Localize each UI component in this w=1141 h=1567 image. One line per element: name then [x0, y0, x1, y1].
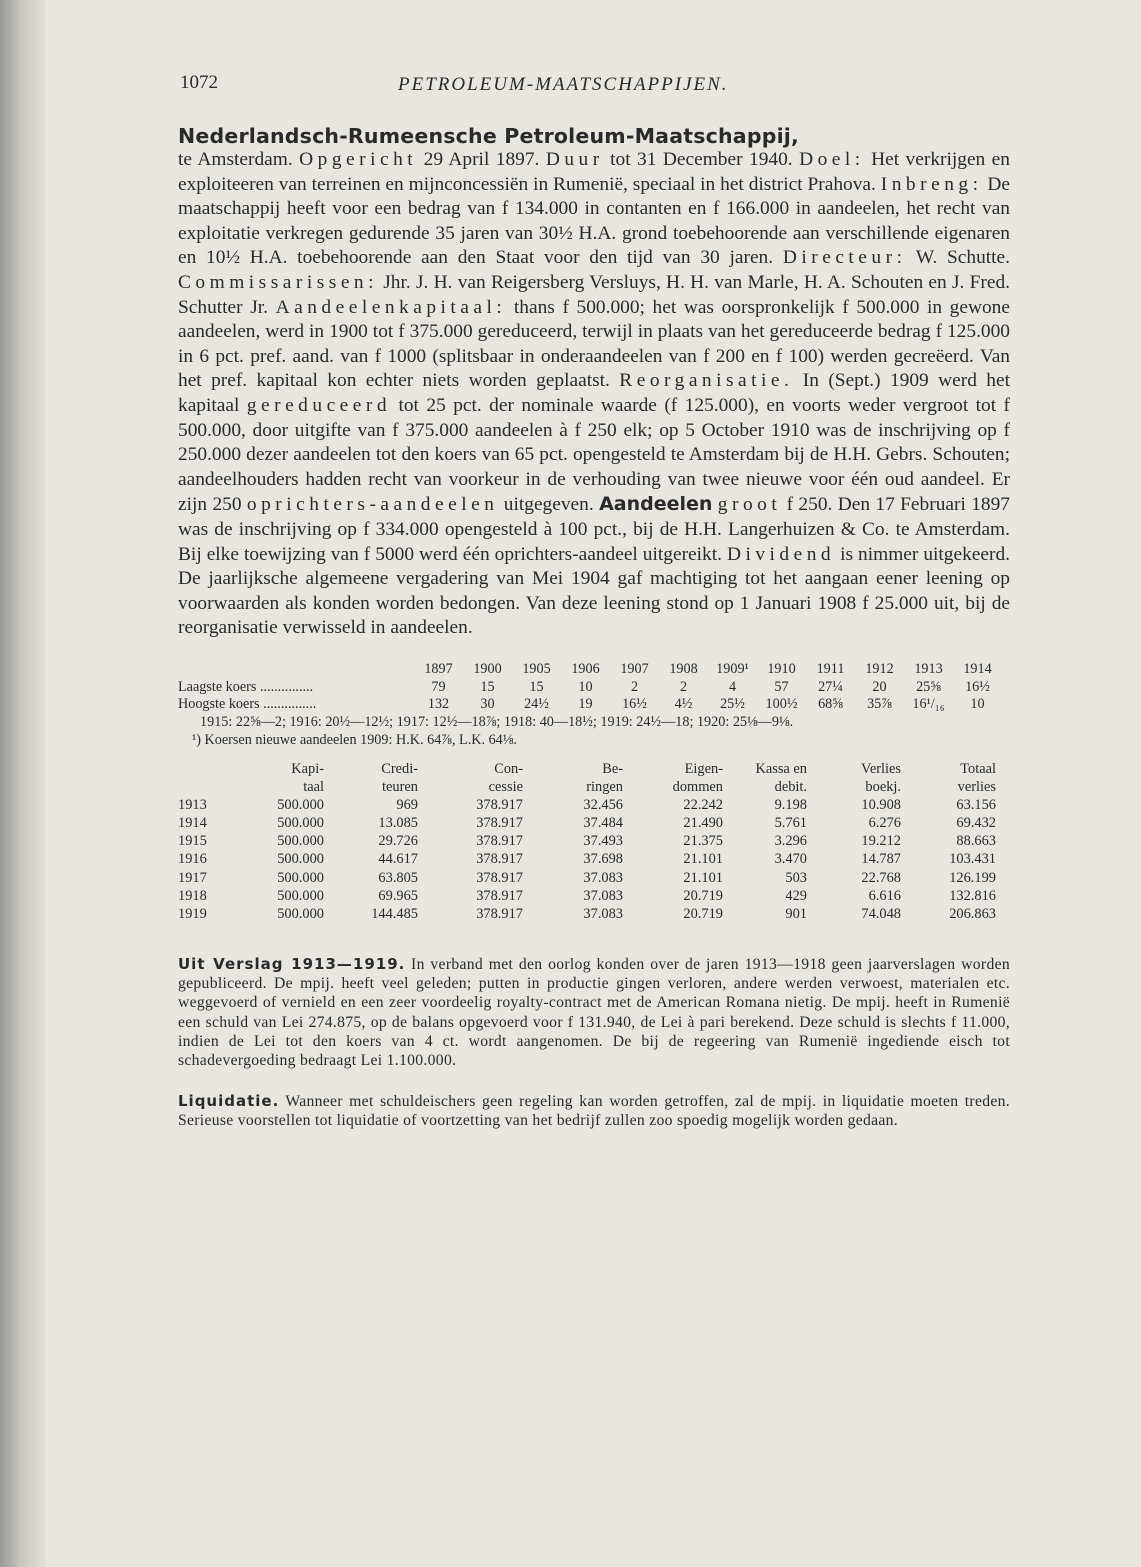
value-cell: 378.917	[476, 887, 523, 904]
koers-cell: 16½	[965, 678, 990, 695]
value-cell: 429	[785, 887, 807, 904]
koers-cell: 25⅝	[916, 678, 941, 695]
column-header: Kassa en debit.	[755, 760, 807, 795]
value-cell: 378.917	[476, 796, 523, 813]
value-cell: 21.490	[683, 815, 723, 832]
text-segment: is nimmer uitgekeerd. De jaarlijksche algemeene vergadering van Mei 1904 gaf machtiging tot het aangaan eener leening op voorwaarden als konden worden bedongen. Van deze leening stond op 1 Januari 1908 f 25.000 uit, bij de reorganisatie verwisseld in aandeelen.	[178, 543, 1011, 639]
verslag-paragraph	[178, 955, 1010, 1070]
value-cell: 19.212	[861, 833, 901, 850]
aandeelen-label: Aandeelen	[599, 493, 713, 516]
year-header: 1900	[473, 660, 502, 677]
book-binding-edge	[0, 0, 46, 1567]
koers-cell: 132	[427, 696, 450, 713]
text-segment: uitgegeven.	[498, 494, 600, 516]
financial-row	[178, 814, 996, 832]
koers-cell: 2	[630, 678, 639, 695]
financial-table	[178, 760, 996, 923]
value-cell: 378.917	[476, 833, 523, 850]
text-segment: De maatschappij heeft voor een bedrag van f 134.000 in contanten en f 166.000 in aandeelen, het recht van exploitatie verkregen gedurende 35 jaren van 30½ H.A. grond toebehoorende aan verschillende eigenaren en 10½ H.A. toebehoorende aan den Staat voor den tijd van 30 jaren.	[178, 173, 1010, 269]
column-header: Eigen- dommen	[672, 760, 723, 795]
laagste-koers-row	[178, 679, 1002, 697]
koers-cell: 79	[431, 678, 446, 695]
verslag-label: Uit Verslag 1913—1919.	[178, 955, 406, 974]
koers-cell: 16¹/₁₆	[912, 696, 945, 713]
gereduceerd-label: gereduceerd	[246, 394, 392, 416]
value-cell: 378.917	[476, 815, 523, 832]
company-title: Nederlandsch-Rumeensche Petroleum-Maatschappij,	[178, 124, 800, 148]
koersen-header-label	[178, 661, 414, 679]
page-number: 1072	[180, 72, 218, 93]
running-head	[178, 64, 1010, 100]
text-segment: f 250. Den 17 Februari 1897 was de inschrijving op f 334.000 opengesteld à 100 pct., bij de H.H. Langerhuizen & Co. te Amsterdam. Bij elke toewijzing van f 5000 werd één oprichters-aandeel uitgereikt.	[178, 494, 1010, 565]
column-header: Credi- teuren	[381, 760, 418, 795]
koers-cell: 15	[529, 678, 544, 695]
year-cell: 1917	[178, 869, 207, 886]
liquidatie-paragraph	[178, 1092, 1010, 1130]
value-cell: 969	[396, 796, 418, 813]
hoogste-koers-row	[178, 696, 1002, 714]
year-header: 1906	[571, 660, 600, 677]
value-cell: 378.917	[476, 906, 523, 923]
value-cell: 63.156	[956, 796, 996, 813]
text-segment: 29 April 1897.	[417, 149, 546, 170]
text-segment: Jhr. J. H. van Reigersberg Versluys, H. H. van Marle, H. A. Schouten en J. Fred. Schutter Jr.	[178, 271, 1010, 318]
value-cell: 5.761	[774, 815, 807, 832]
koers-cell: 35⅞	[867, 696, 892, 713]
value-cell: 206.863	[949, 906, 996, 923]
value-cell: 44.617	[378, 851, 418, 868]
column-header: Con- cessie	[488, 760, 523, 795]
dividend-label: Dividend	[726, 543, 836, 565]
value-cell: 6.276	[868, 815, 901, 832]
value-cell: 500.000	[277, 796, 324, 813]
value-cell: 3.470	[774, 851, 807, 868]
column-header: Totaal verlies	[957, 760, 996, 795]
value-cell: 144.485	[371, 906, 418, 923]
value-cell: 69.965	[378, 887, 418, 904]
column-header: Verlies boekj.	[861, 760, 901, 795]
column-header	[178, 760, 238, 796]
koersen-footnote: ¹) Koersen nieuwe aandeelen 1909: H.K. 64⅞, L.K. 64⅛.	[192, 732, 517, 749]
year-cell: 1916	[178, 851, 207, 868]
financial-row	[178, 869, 996, 887]
reorganisatie-label: Reorganisatie.	[619, 370, 794, 392]
year-header: 1905	[522, 660, 551, 677]
financial-header-row	[178, 760, 996, 796]
text-segment: In (Sept.) 1909 werd het kapitaal	[178, 370, 1010, 416]
opgericht-label: Opgericht	[299, 149, 418, 170]
value-cell: 88.663	[956, 833, 996, 850]
value-cell: 132.816	[949, 887, 996, 904]
financial-row	[178, 905, 996, 923]
value-cell: 500.000	[277, 906, 324, 923]
value-cell: 6.616	[868, 887, 901, 904]
duur-label: Duur	[545, 149, 604, 170]
value-cell: 10.908	[861, 796, 901, 813]
value-cell: 500.000	[277, 869, 324, 886]
koers-cell: 10	[970, 696, 985, 713]
year-header: 1908	[669, 660, 698, 677]
value-cell: 378.917	[476, 851, 523, 868]
value-cell: 901	[785, 906, 807, 923]
financial-row	[178, 832, 996, 850]
commissarissen-label: Commissarissen:	[178, 271, 379, 293]
koers-cell: 57	[774, 678, 789, 695]
financial-row	[178, 887, 996, 905]
year-cell: 1915	[178, 833, 207, 850]
koers-cell: 15	[480, 678, 495, 695]
text-segment: tot 25 pct. der nominale waarde (f 125.000), en voorts weder vergroot tot f 500.000, door uitgifte van f 375.000 aandeelen à f 250 elk; op 5 October 1910 was de inschrijving op f 250.000 dezer aandeelen tot den koers van 65 pct. opengesteld te Amsterdam bij de H.H. Gebrs. Schouten; aandeelhouders hadden recht van voorkeur in de verhouding van twee nieuwe voor één oud aandeel. Er zijn 250	[178, 394, 1010, 516]
year-cell: 1913	[178, 796, 207, 813]
value-cell: 13.085	[378, 815, 418, 832]
value-cell: 69.432	[956, 815, 996, 832]
value-cell: 20.719	[683, 887, 723, 904]
verslag-text: In verband met den oorlog konden over de jaren 1913—1918 geen jaarverslagen worden gepubliceerd. De mpij. heeft veel geleden; putten in productie gingen verloren, andere werden verwoest, materialen etc. weggevoerd of vernield en een zeer voordeelig royalty-contract met de American Romana nietig. De mpij. heeft in Rumenië een schuld van Lei 274.875, op de balans opgevoerd voor f 131.940, de Lei à pari berekend. Deze schuld is slechts f 11.000, indien de Lei tot den koers van 4 ct. wordt aangenomen. De bij de regeering van Rumenië ingediende eisch tot schadevergoeding bedraagt Lei 1.100.000.	[178, 956, 1010, 1069]
koers-cell: 25½	[720, 696, 745, 713]
koers-cell: 24½	[524, 696, 549, 713]
value-cell: 500.000	[277, 815, 324, 832]
value-cell: 37.083	[583, 887, 623, 904]
koers-cell: 20	[872, 678, 887, 695]
value-cell: 63.805	[378, 869, 418, 886]
value-cell: 378.917	[476, 869, 523, 886]
row-label: Hoogste koers ...............	[178, 696, 317, 713]
liquidatie-text: Wanneer met schuldeischers geen regeling kan worden getroffen, zal de mpij. in liquidatie moeten treden. Serieuse voorstellen tot liquidatie of voortzetting van het bedrijf zullen zoo spoedig mogelijk worden gedaan.	[178, 1092, 1010, 1129]
koers-cell: 68⅝	[818, 696, 843, 713]
value-cell: 29.726	[378, 833, 418, 850]
groot-label: groot	[717, 494, 782, 516]
company-description	[178, 148, 1010, 641]
year-cell: 1918	[178, 887, 207, 904]
year-header: 1914	[963, 660, 992, 677]
year-header: 1897	[424, 660, 453, 677]
year-header: 1913	[914, 660, 943, 677]
year-header: 1910	[767, 660, 796, 677]
text-segment: te Amsterdam.	[178, 149, 300, 170]
directeur-label: Directeur:	[782, 247, 907, 269]
koers-cell: 27¼	[818, 678, 843, 695]
text-segment: tot 31 December 1940.	[603, 149, 800, 170]
koers-cell: 2	[679, 678, 688, 695]
row-label: Laagste koers ...............	[178, 678, 314, 695]
value-cell: 103.431	[949, 851, 996, 868]
financial-row	[178, 796, 996, 814]
page	[178, 64, 1010, 1130]
value-cell: 37.698	[583, 851, 623, 868]
koers-cell: 16½	[622, 696, 647, 713]
year-cell: 1914	[178, 815, 207, 832]
text-segment: Het verkrijgen en exploiteeren van terreinen en mijnconcessiën in Rumenië, speciaal in het district Prahova.	[178, 149, 1010, 195]
koersen-table	[178, 661, 1002, 714]
koersen-header-row	[178, 661, 1002, 679]
value-cell: 37.493	[583, 833, 623, 850]
value-cell: 32.456	[583, 796, 623, 813]
koers-cell: 4½	[674, 696, 693, 713]
running-title: PETROLEUM-MAATSCHAPPIJEN.	[398, 74, 729, 95]
year-header: 1911	[816, 660, 845, 677]
year-header: 1907	[620, 660, 649, 677]
koers-cell: 30	[480, 696, 495, 713]
value-cell: 21.101	[683, 851, 723, 868]
koers-cell: 100½	[765, 696, 798, 713]
value-cell: 21.101	[683, 869, 723, 886]
value-cell: 503	[785, 869, 807, 886]
value-cell: 126.199	[949, 869, 996, 886]
column-header: Kapi- taal	[291, 760, 324, 795]
column-header: Be- ringen	[586, 760, 623, 795]
value-cell: 9.198	[774, 796, 807, 813]
koers-cell: 4	[728, 678, 737, 695]
value-cell: 37.083	[583, 869, 623, 886]
value-cell: 3.296	[774, 833, 807, 850]
koers-cell: 19	[578, 696, 593, 713]
doel-label: Doel:	[799, 149, 865, 170]
value-cell: 74.048	[861, 906, 901, 923]
value-cell: 21.375	[683, 833, 723, 850]
text-segment: W. Schutte.	[906, 247, 1010, 269]
aandeelenkapitaal-label: Aandeelenkapitaal:	[275, 296, 507, 318]
value-cell: 37.484	[583, 815, 623, 832]
value-cell: 20.719	[683, 906, 723, 923]
value-cell: 14.787	[861, 851, 901, 868]
value-cell: 22.768	[861, 869, 901, 886]
oprichters-aandeelen-label: oprichters-aandeelen	[246, 494, 499, 516]
financial-row	[178, 850, 996, 868]
liquidatie-label: Liquidatie.	[178, 1091, 280, 1110]
koersen-extra-years: 1915: 22⅝—2; 1916: 20½—12½; 1917: 12½—18⅞; 1918: 40—18½; 1919: 24½—18; 1920: 25⅛—9⅛.	[200, 714, 794, 731]
year-header: 1912	[865, 660, 894, 677]
value-cell: 22.242	[683, 796, 723, 813]
year-cell: 1919	[178, 906, 207, 923]
text-segment: thans f 500.000; het was oorspronkelijk f 500.000 in gewone aandeelen, werd in 1900 tot f 375.000 gereduceerd, terwijl in plaats van het gereduceerde bedrag f 125.000 in 6 pct. pref. aand. van f 1000 (splitsbaar in onderaandeelen van f 200 en f 100) werden gecreëerd. Van het pref. kapitaal kon echter niets worden geplaatst.	[178, 296, 1010, 392]
year-header: 1909¹	[716, 660, 749, 677]
value-cell: 500.000	[277, 833, 324, 850]
value-cell: 500.000	[277, 851, 324, 868]
koers-cell: 10	[578, 678, 593, 695]
value-cell: 500.000	[277, 887, 324, 904]
inbreng-label: Inbreng:	[880, 173, 983, 195]
value-cell: 37.083	[583, 906, 623, 923]
